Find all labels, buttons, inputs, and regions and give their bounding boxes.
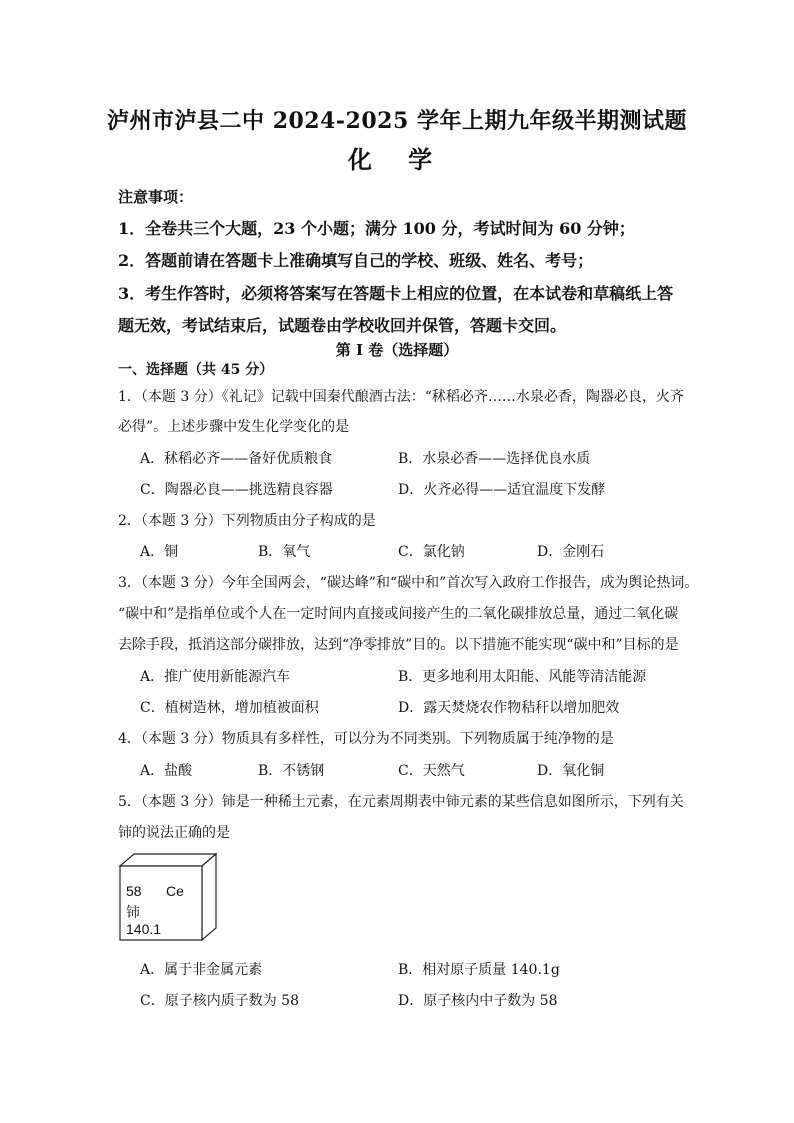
question-1-option-d[interactable]: D．火齐必得——适宜温度下发酵: [398, 482, 606, 498]
question-2-option-c[interactable]: C．氯化钠: [398, 544, 465, 560]
question-5-stem-line-1: 5．（本题 3 分）铈是一种稀土元素，在元素周期表中铈元素的某些信息如图所示，下列有关: [118, 794, 684, 810]
part-title: 第 I 卷（选择题）: [335, 341, 459, 359]
question-5-option-c[interactable]: C．原子核内质子数为 58: [140, 993, 299, 1009]
question-3-option-d[interactable]: D．露天焚烧农作物秸秆以增加肥效: [398, 700, 620, 716]
question-3-stem-line-3: 去除手段，抵消这部分碳排放，达到“净零排放”目的。以下措施不能实现“碳中和”目标的是: [118, 637, 679, 653]
question-4-option-b[interactable]: B．不锈钢: [258, 763, 325, 779]
atomic-mass: 140.1: [126, 921, 162, 937]
question-5-stem-line-2: 铈的说法正确的是: [118, 825, 230, 841]
section-heading: 一、选择题（共 45 分）: [118, 362, 274, 378]
question-4-stem: 4．（本题 3 分）物质具有多样性，可以分为不同类别。下列物质属于纯净物的是: [118, 731, 614, 747]
question-2-stem: 2．（本题 3 分）下列物质由分子构成的是: [118, 513, 376, 529]
question-4-option-d[interactable]: D．氧化铜: [537, 763, 605, 779]
question-4-option-a[interactable]: A．盐酸: [140, 763, 193, 779]
question-3-option-a[interactable]: A．推广使用新能源汽车: [140, 669, 291, 685]
question-1-stem-line-2: 必得”。上述步骤中发生化学变化的是: [118, 419, 350, 435]
question-3-stem-line-2: “碳中和”是指单位或个人在一定时间内直接或间接产生的二氧化碳排放总量，通过二氧化碳: [118, 606, 679, 622]
question-1-stem-line-1: 1．（本题 3 分）《礼记》记载中国秦代酿酒古法：“秫稻必齐……水泉必香，陶器必良，火齐: [118, 389, 684, 405]
notice-item-3: 3．考生作答时，必须将答案写在答题卡上相应的位置，在本试卷和草稿纸上答: [118, 284, 674, 303]
notice-heading: 注意事项：: [118, 188, 194, 206]
periodic-element-figure: [118, 852, 218, 944]
exam-title: 泸州市泸县二中 2024-2025 学年上期九年级半期测试题: [107, 108, 687, 134]
question-2-option-b[interactable]: B．氧气: [258, 544, 311, 560]
question-4-option-c[interactable]: C．天然气: [398, 763, 465, 779]
notice-item-3-cont: 题无效，考试结束后，试题卷由学校收回并保管，答题卡交回。: [118, 316, 567, 335]
element-name: 铈: [126, 905, 140, 921]
question-2-option-a[interactable]: A．铜: [140, 544, 179, 560]
question-1-option-c[interactable]: C．陶器必良——挑选精良容器: [140, 482, 333, 498]
question-1-option-b[interactable]: B．水泉必香——选择优良水质: [398, 451, 591, 467]
atomic-number: 58: [126, 883, 142, 899]
subject-title: 化 学: [347, 145, 447, 174]
notice-item-1: 1．全卷共三个大题，23 个小题；满分 100 分，考试时间为 60 分钟；: [118, 219, 635, 238]
question-3-option-c[interactable]: C．植树造林，增加植被面积: [140, 700, 319, 716]
question-5-option-d[interactable]: D．原子核内中子数为 58: [398, 993, 558, 1009]
question-1-option-a[interactable]: A．秫稻必齐——备好优质粮食: [140, 451, 333, 467]
element-symbol: Ce: [166, 883, 184, 899]
question-5-option-a[interactable]: A．属于非金属元素: [140, 962, 263, 978]
notice-item-2: 2．答题前请在答题卡上准确填写自己的学校、班级、姓名、考号；: [118, 251, 594, 270]
question-5-option-b[interactable]: B．相对原子质量 140.1g: [398, 962, 560, 978]
question-3-stem-line-1: 3．（本题 3 分）今年全国两会，“碳达峰”和“碳中和”首次写入政府工作报告，成为舆论热词。: [118, 575, 699, 591]
question-3-option-b[interactable]: B．更多地利用太阳能、风能等清洁能源: [398, 669, 647, 685]
question-2-option-d[interactable]: D．金刚石: [537, 544, 605, 560]
